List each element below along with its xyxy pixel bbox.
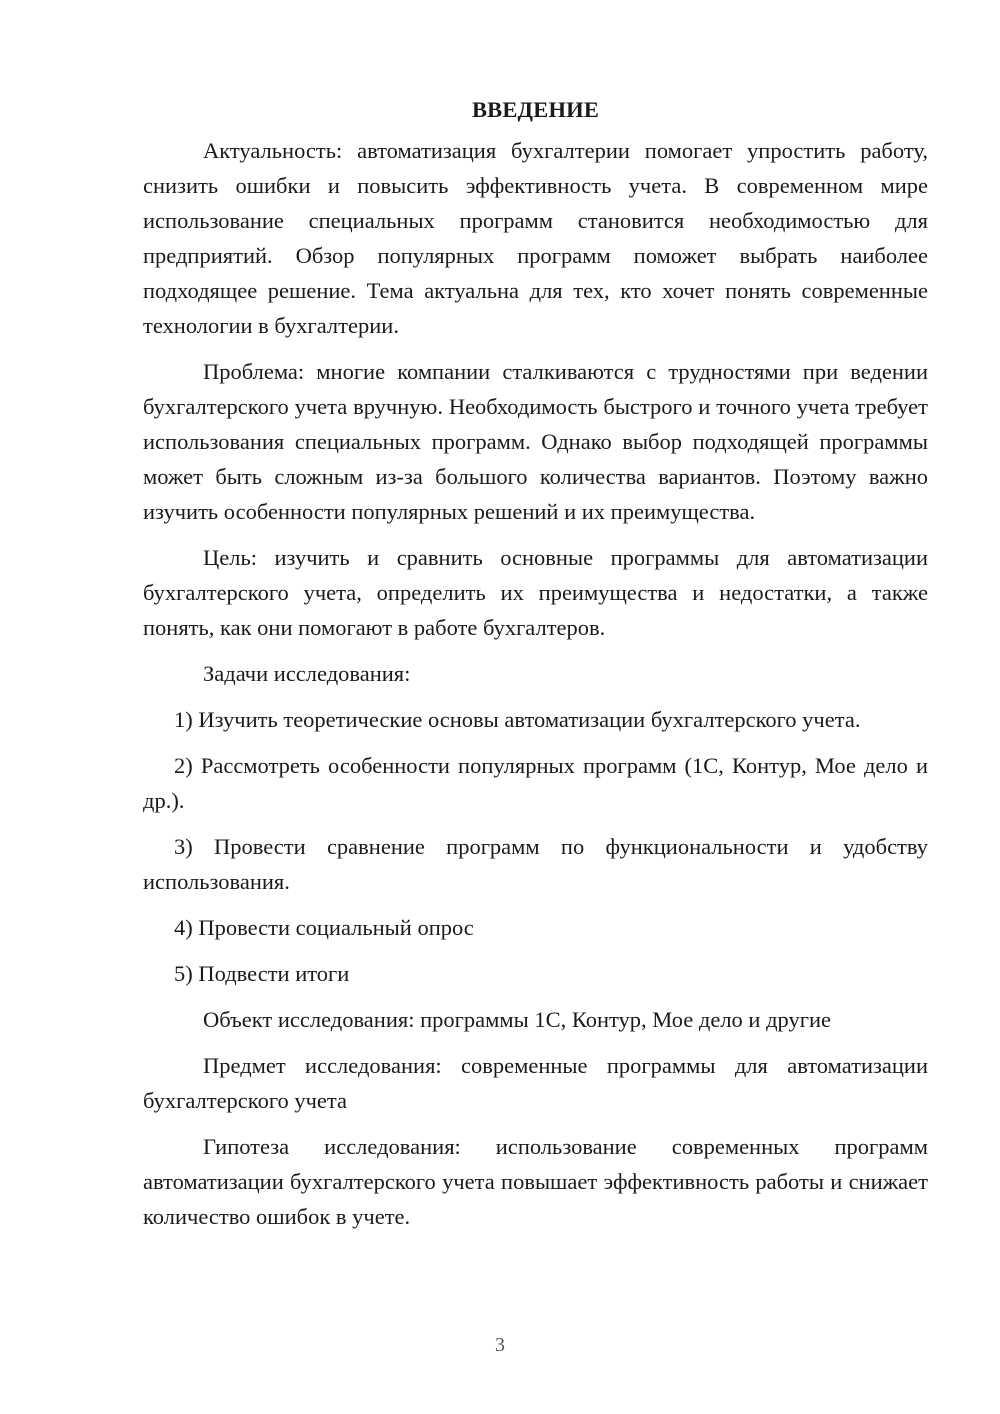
document-page [143,92,928,1245]
task-item: 4) Провести социальный опрос [174,915,474,940]
task-item: 1) Изучить теоретические основы автоматизации бухгалтерского учета. [174,707,861,732]
paragraph-tasks-heading: Задачи исследования: [203,661,411,686]
paragraph-subject: Предмет исследования: современные программы для автоматизации бухгалтерского учета [143,1053,928,1113]
page-number: 3 [495,1334,505,1356]
section-title: ВВЕДЕНИЕ [471,97,600,122]
paragraph-object: Объект исследования: программы 1С, Контур, Мое дело и другие [203,1007,831,1032]
task-item: 2) Рассмотреть особенности популярных программ (1С, Контур, Мое дело и др.). [143,753,928,813]
paragraph-goal: Цель: изучить и сравнить основные программы для автоматизации бухгалтерского учета, определить их преимущества и недостатки, а также понять, как они помогают в работе бухгалтеров. [143,545,928,640]
paragraph-hypothesis: Гипотеза исследования: использование современных программ автоматизации бухгалтерского учета повышает эффективность работы и снижает количество ошибок в учете. [143,1134,928,1229]
task-item: 3) Провести сравнение программ по функциональности и удобству использования. [143,834,928,894]
paragraph-relevance: Актуальность: автоматизация бухгалтерии помогает упростить работу, снизить ошибки и повысить эффективность учета. В современном мире использование специальных программ становится необходимостью для предприятий. Обзор популярных программ поможет выбрать наиболее подходящее решение. Тема актуальна для тех, кто хочет понять современные технологии в бухгалтерии. [143,138,928,338]
task-item: 5) Подвести итоги [174,961,350,986]
paragraph-problem: Проблема: многие компании сталкиваются с трудностями при ведении бухгалтерского учета вручную. Необходимость быстрого и точного учета требует использования специальных программ. Однако выбор подходящей программы может быть сложным из-за большого количества вариантов. Поэтому важно изучить особенности популярных решений и их преимущества. [143,359,928,524]
